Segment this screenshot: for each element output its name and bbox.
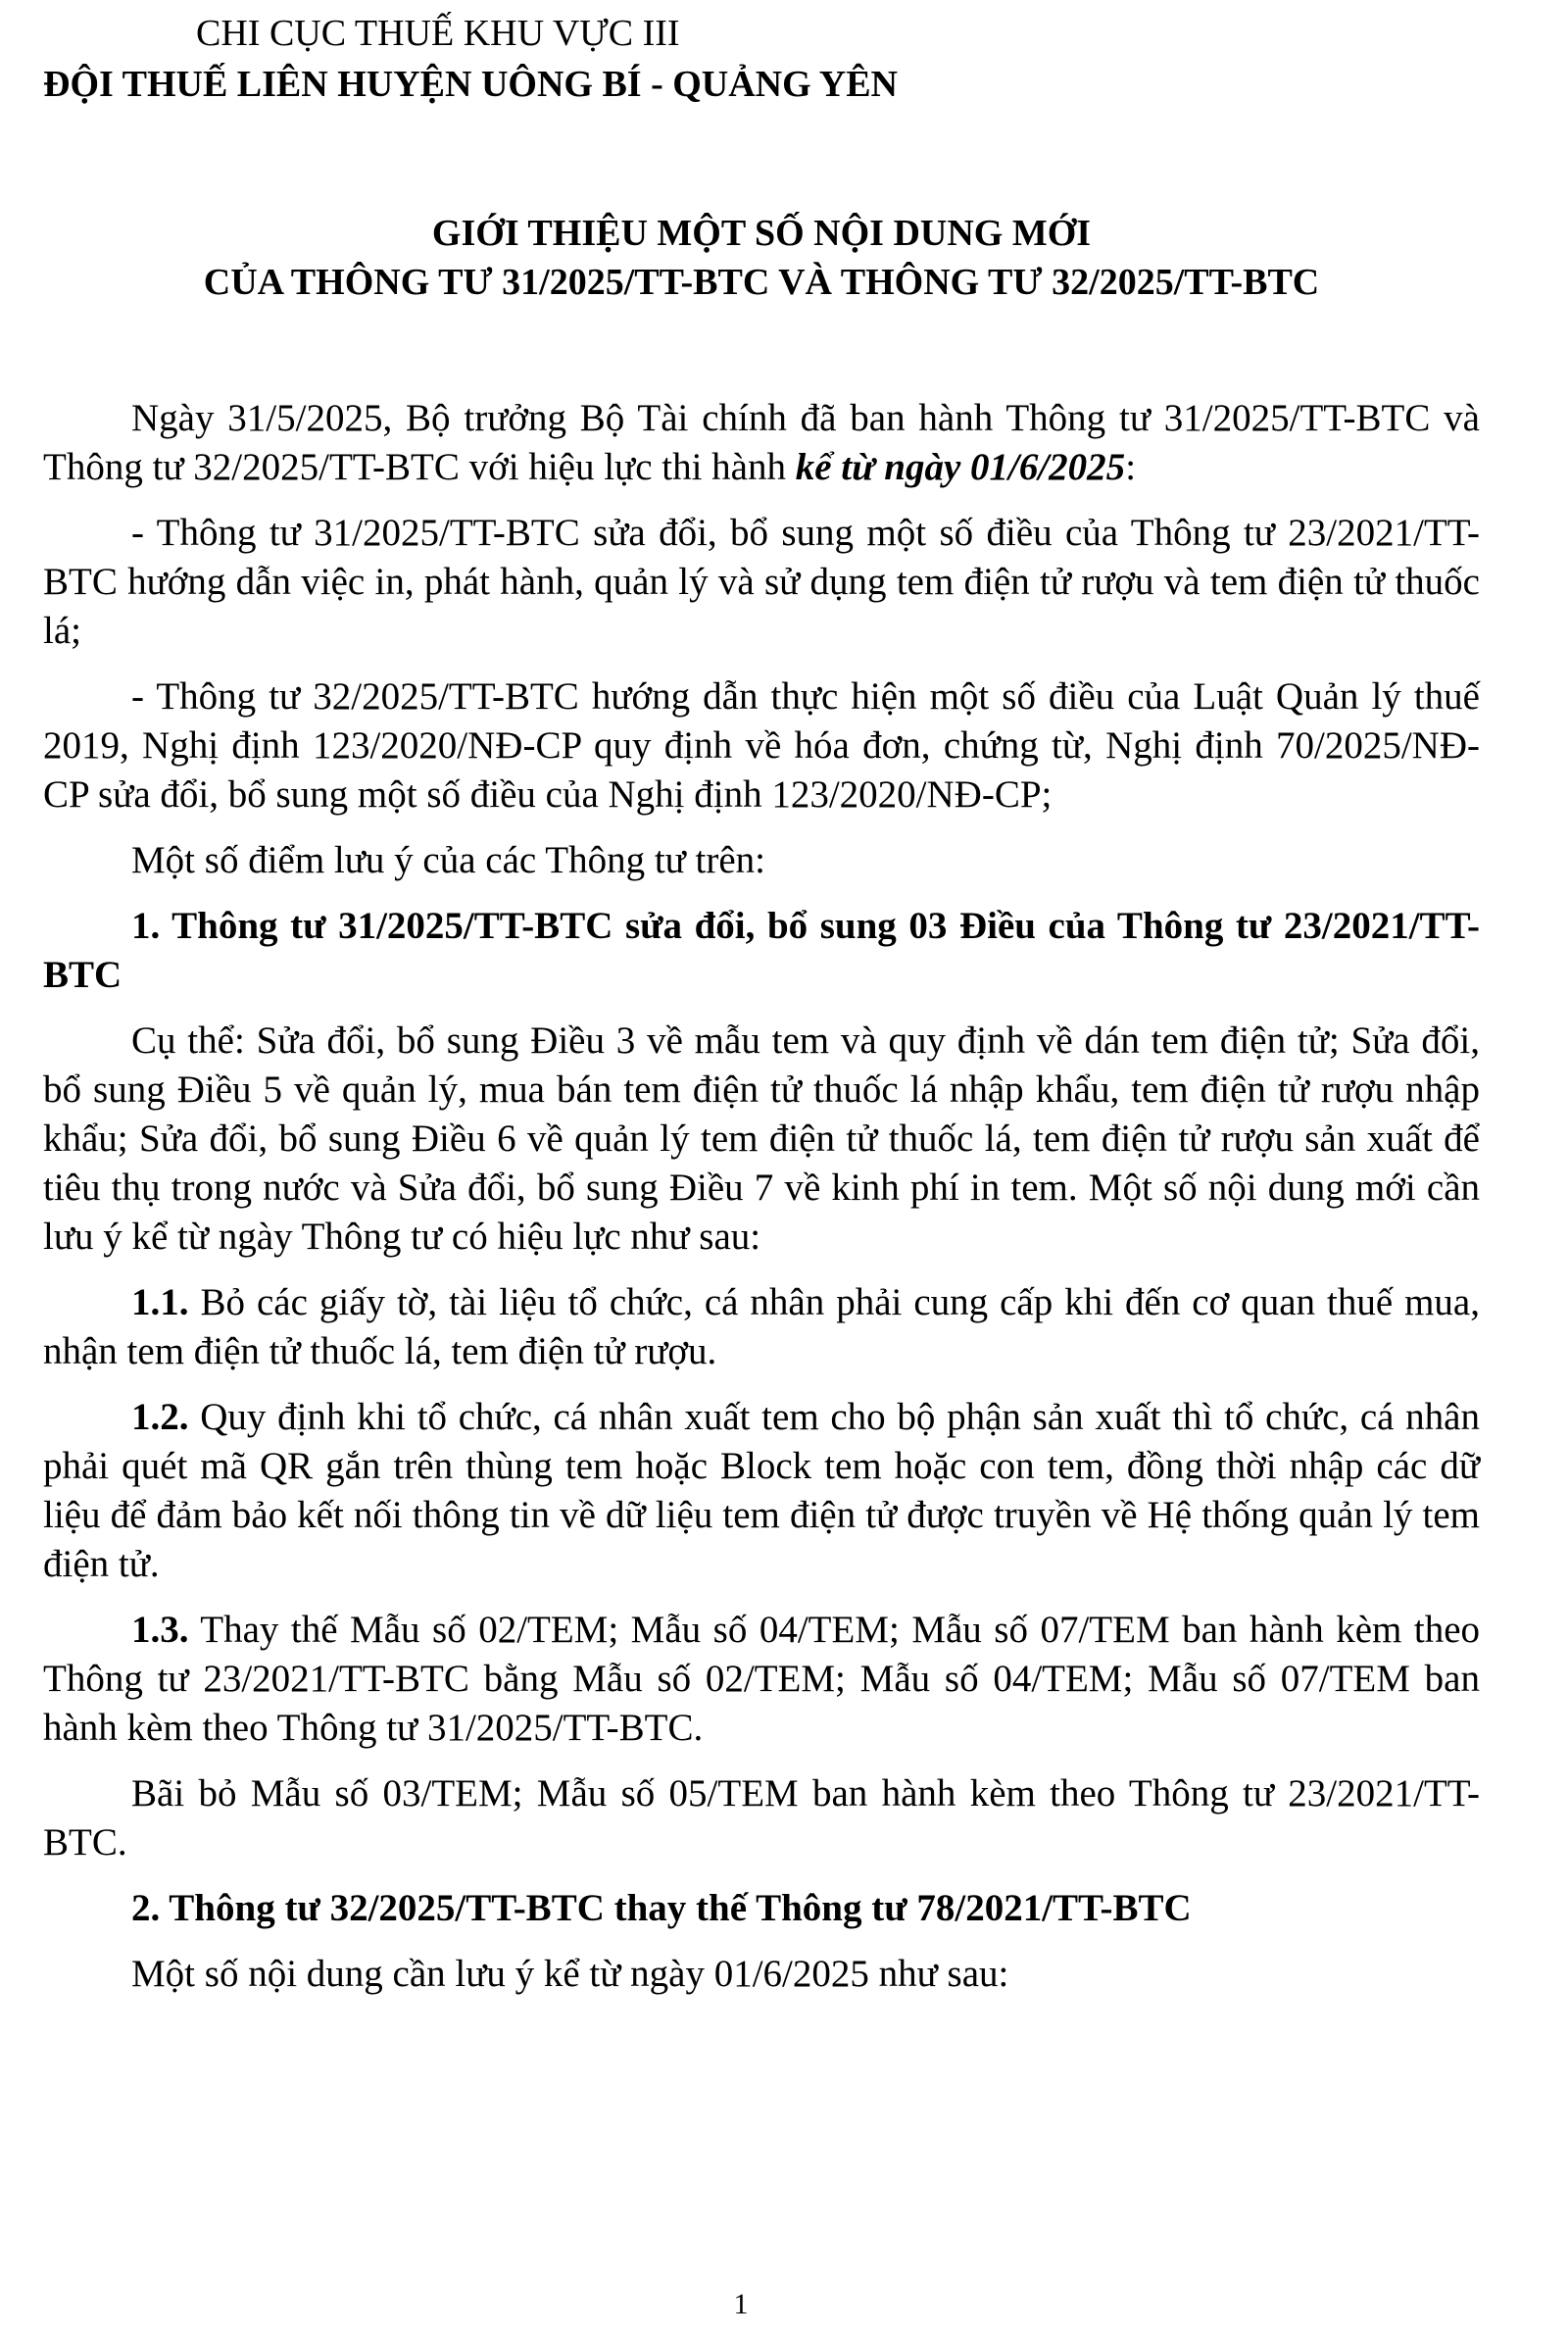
- intro-paragraph: [43, 394, 1480, 492]
- item-number: 1.2.: [131, 1396, 189, 1438]
- document-body: [43, 394, 1480, 2015]
- section1-repeal: Bãi bỏ Mẫu số 03/TEM; Mẫu số 05/TEM ban hành kèm theo Thông tư 23/2021/TT-BTC.: [43, 1772, 1480, 1864]
- section1-heading: 1. Thông tư 31/2025/TT-BTC sửa đổi, bổ sung 03 Điều của Thông tư 23/2021/TT-BTC: [43, 905, 1480, 996]
- item-text: Quy định khi tổ chức, cá nhân xuất tem cho bộ phận sản xuất thì tổ chức, cá nhân phải quét mã QR gắn trên thùng tem hoặc Block tem hoặc con tem, đồng thời nhập các dữ liệu để đảm bảo kết nối thông tin về dữ liệu tem điện tử được truyền về Hệ thống quản lý tem điện tử.: [43, 1396, 1480, 1585]
- team-name: ĐỘI THUẾ LIÊN HUYỆN UÔNG BÍ - QUẢNG YÊN: [43, 64, 898, 105]
- item-text: Bỏ các giấy tờ, tài liệu tổ chức, cá nhân phải cung cấp khi đến cơ quan thuế mua, nhận tem điện tử thuốc lá, tem điện tử rượu.: [43, 1281, 1480, 1372]
- section2-heading: 2. Thông tư 32/2025/TT-BTC thay thế Thông tư 78/2021/TT-BTC: [131, 1887, 1192, 1929]
- notes-intro: Một số điểm lưu ý của các Thông tư trên:: [131, 839, 766, 881]
- item-number: 1.3.: [131, 1609, 189, 1651]
- effective-date: kể từ ngày 01/6/2025: [795, 446, 1126, 488]
- section1-item: [43, 1278, 1480, 1376]
- document-title-line1: GIỚI THIỆU MỘT SỐ NỘI DUNG MỚI: [431, 213, 1092, 254]
- bullet-circular-32: - Thông tư 32/2025/TT-BTC hướng dẫn thực hiện một số điều của Luật Quản lý thuế 2019, Nghị định 123/2020/NĐ-CP quy định về hóa đơn, chứng từ, Nghị định 70/2025/NĐ-CP sửa đổi, bổ sung một số điều của Nghị định 123/2020/NĐ-CP;: [43, 675, 1480, 816]
- section1-item: [43, 1393, 1480, 1589]
- section1-detail: Cụ thể: Sửa đổi, bổ sung Điều 3 về mẫu tem và quy định về dán tem điện tử; Sửa đổi, bổ sung Điều 5 về quản lý, mua bán tem điện tử thuốc lá nhập khẩu, tem điện tử rượu nhập khẩu; Sửa đổi, bổ sung Điều 6 về quản lý tem điện tử thuốc lá, tem điện tử rượu sản xuất để tiêu thụ trong nước và Sửa đổi, bổ sung Điều 7 về kinh phí in tem. Một số nội dung mới cần lưu ý kể từ ngày Thông tư có hiệu lực như sau:: [43, 1019, 1480, 1258]
- intro-text: Ngày 31/5/2025, Bộ trưởng Bộ Tài chính đã ban hành Thông tư 31/2025/TT-BTC và Thông tư 32/2025/TT-BTC với hiệu lực thi hành: [43, 397, 1480, 488]
- item-text: Thay thế Mẫu số 02/TEM; Mẫu số 04/TEM; Mẫu số 07/TEM ban hành kèm theo Thông tư 23/2021/TT-BTC bằng Mẫu số 02/TEM; Mẫu số 04/TEM; Mẫu số 07/TEM ban hành kèm theo Thông tư 31/2025/TT-BTC.: [43, 1609, 1480, 1749]
- section1-item: [43, 1606, 1480, 1753]
- item-number: 1.1.: [131, 1281, 189, 1323]
- bullet-circular-31: - Thông tư 31/2025/TT-BTC sửa đổi, bổ sung một số điều của Thông tư 23/2021/TT-BTC hướng dẫn việc in, phát hành, quản lý và sử dụng tem điện tử rượu và tem điện tử thuốc lá;: [43, 512, 1480, 652]
- intro-end: :: [1125, 446, 1137, 488]
- agency-name: CHI CỤC THUẾ KHU VỰC III: [196, 13, 680, 54]
- page-number: 1: [733, 2288, 749, 2320]
- document-title-line2: CỦA THÔNG TƯ 31/2025/TT-BTC VÀ THÔNG TƯ 32/2025/TT-BTC: [203, 262, 1320, 303]
- section2-intro: Một số nội dung cần lưu ý kể từ ngày 01/6/2025 như sau:: [131, 1953, 1009, 1995]
